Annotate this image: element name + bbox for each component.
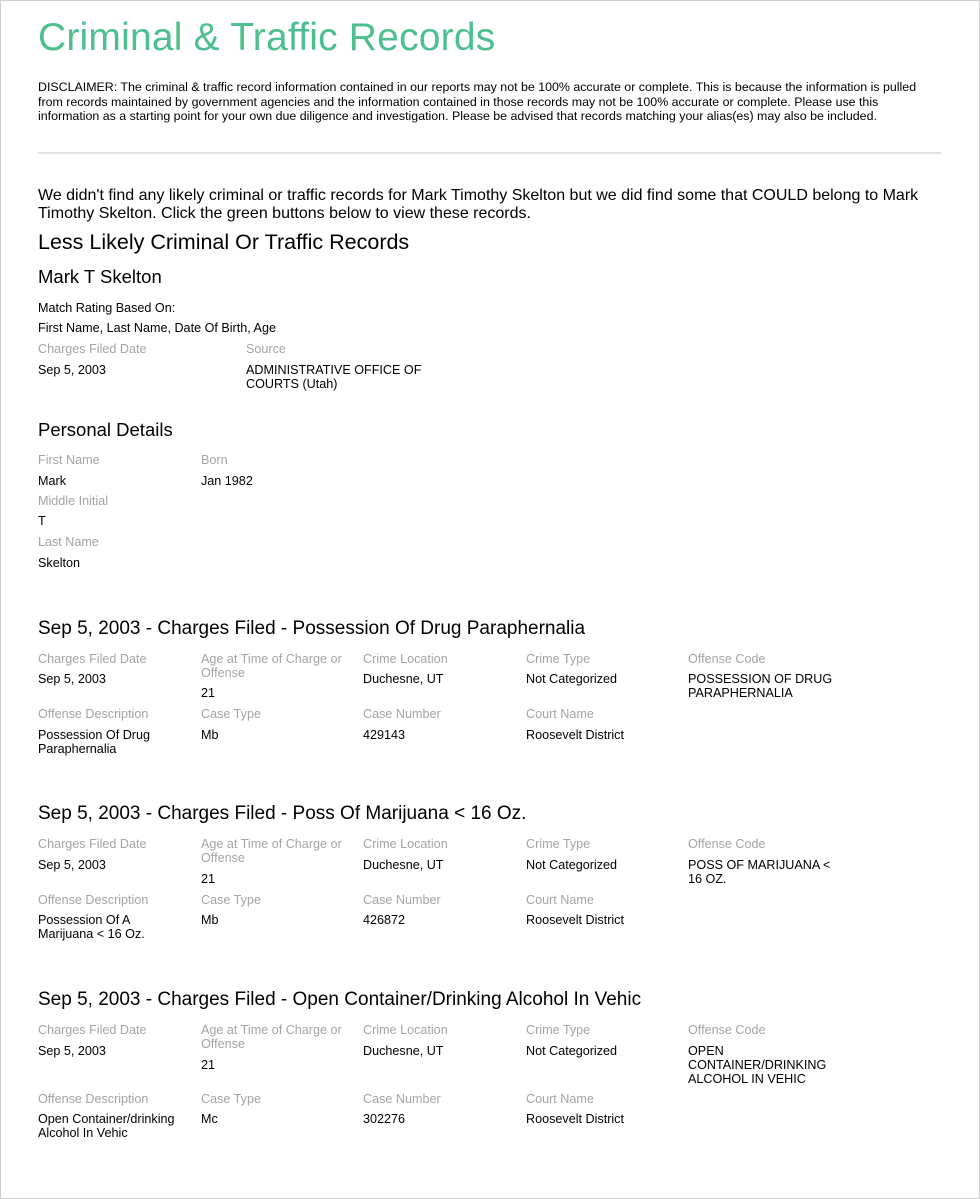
- age-value: 21: [201, 872, 216, 886]
- born-value: Jan 1982: [201, 474, 253, 488]
- age-value: 21: [201, 1058, 216, 1072]
- crime-type-value: Not Categorized: [526, 672, 618, 686]
- court-name-value: Roosevelt District: [526, 913, 624, 927]
- first-name-value: Mark: [38, 474, 66, 488]
- charges-filed-label: Charges Filed Date: [38, 1023, 147, 1037]
- disclaimer-text: DISCLAIMER: The criminal & traffic record information contained in our reports may not be 100% accurate or complete. This is because the information is pulled from records maintained by government agencies and the information contained in those records may not be 100% accurate or complete. Please use this information as a starting point for your own due diligence and investigation. Please be advised that records matching your alias(es) may also be included.: [38, 80, 917, 124]
- offense-code-value: POSS OF MARIJUANA < 16 OZ.: [688, 858, 831, 886]
- match-source-label: Source: [246, 342, 286, 356]
- case-number-value: 429143: [363, 728, 406, 742]
- case-type-label: Case Type: [201, 707, 261, 721]
- case-number-value: 302276: [363, 1112, 406, 1126]
- offense-description-label: Offense Description: [38, 707, 149, 721]
- crime-type-value: Not Categorized: [526, 858, 618, 872]
- intro-text: We didn't find any likely criminal or traffic records for Mark Timothy Skelton but we did find some that COULD belong to Mark Timothy Skelton. Click the green buttons below to view these records.: [38, 187, 919, 222]
- offense-code-value: POSSESSION OF DRUG PARAPHERNALIA: [688, 672, 833, 700]
- offense-description-value: Possession Of A Marijuana < 16 Oz.: [38, 913, 145, 941]
- offense-code-label: Offense Code: [688, 652, 766, 666]
- court-name-value: Roosevelt District: [526, 1112, 624, 1126]
- offense-description-label: Offense Description: [38, 1092, 149, 1106]
- crime-type-label: Crime Type: [526, 1023, 591, 1037]
- crime-location-label: Crime Location: [363, 1023, 448, 1037]
- last-name-value: Skelton: [38, 556, 81, 570]
- personal-details-heading: Personal Details: [38, 419, 173, 440]
- case-number-label: Case Number: [363, 707, 441, 721]
- case-type-value: Mc: [201, 1112, 218, 1126]
- case-type-value: Mb: [201, 913, 219, 927]
- offense-description-value: Possession Of Drug Paraphernalia: [38, 728, 150, 756]
- court-name-label: Court Name: [526, 893, 594, 907]
- crime-location-label: Crime Location: [363, 837, 448, 851]
- age-label: Age at Time of Charge or Offense: [201, 837, 342, 865]
- match-charges-filed-label: Charges Filed Date: [38, 342, 147, 356]
- match-rating-label: Match Rating Based On:: [38, 301, 176, 315]
- page-title: Criminal & Traffic Records: [38, 16, 496, 59]
- case-number-value: 426872: [363, 913, 406, 927]
- match-charges-filed-value: Sep 5, 2003: [38, 363, 106, 377]
- crime-location-value: Duchesne, UT: [363, 672, 444, 686]
- charges-filed-value: Sep 5, 2003: [38, 858, 106, 872]
- crime-location-label: Crime Location: [363, 652, 448, 666]
- offense-code-label: Offense Code: [688, 1023, 766, 1037]
- offense-description-value: Open Container/drinking Alcohol In Vehic: [38, 1112, 175, 1140]
- first-name-label: First Name: [38, 453, 100, 467]
- offense-code-value: OPEN CONTAINER/DRINKING ALCOHOL IN VEHIC: [688, 1044, 827, 1086]
- age-label: Age at Time of Charge or Offense: [201, 1023, 342, 1051]
- court-name-label: Court Name: [526, 1092, 594, 1106]
- crime-location-value: Duchesne, UT: [363, 1044, 444, 1058]
- case-number-label: Case Number: [363, 893, 441, 907]
- crime-type-value: Not Categorized: [526, 1044, 618, 1058]
- crime-type-label: Crime Type: [526, 837, 591, 851]
- last-name-label: Last Name: [38, 535, 99, 549]
- age-value: 21: [201, 686, 216, 700]
- middle-initial-label: Middle Initial: [38, 494, 108, 508]
- case-type-value: Mb: [201, 728, 219, 742]
- case-type-label: Case Type: [201, 893, 261, 907]
- divider: [38, 152, 941, 154]
- record-title: Sep 5, 2003 - Charges Filed - Possession Of Drug Paraphernalia: [38, 618, 586, 639]
- charges-filed-label: Charges Filed Date: [38, 652, 147, 666]
- section-heading: Less Likely Criminal Or Traffic Records: [38, 230, 410, 254]
- match-name: Mark T Skelton: [38, 266, 162, 287]
- born-label: Born: [201, 453, 228, 467]
- case-type-label: Case Type: [201, 1092, 261, 1106]
- age-label: Age at Time of Charge or Offense: [201, 652, 342, 680]
- charges-filed-value: Sep 5, 2003: [38, 1044, 106, 1058]
- case-number-label: Case Number: [363, 1092, 441, 1106]
- record-title: Sep 5, 2003 - Charges Filed - Open Container/Drinking Alcohol In Vehic: [38, 989, 642, 1010]
- court-name-label: Court Name: [526, 707, 594, 721]
- charges-filed-value: Sep 5, 2003: [38, 672, 106, 686]
- record-title: Sep 5, 2003 - Charges Filed - Poss Of Marijuana < 16 Oz.: [38, 803, 527, 824]
- middle-initial-value: T: [38, 514, 46, 528]
- offense-description-label: Offense Description: [38, 893, 149, 907]
- crime-location-value: Duchesne, UT: [363, 858, 444, 872]
- charges-filed-label: Charges Filed Date: [38, 837, 147, 851]
- offense-code-label: Offense Code: [688, 837, 766, 851]
- court-name-value: Roosevelt District: [526, 728, 624, 742]
- match-rating-fields: First Name, Last Name, Date Of Birth, Age: [38, 321, 276, 335]
- match-source-value: ADMINISTRATIVE OFFICE OF COURTS (Utah): [246, 363, 422, 391]
- crime-type-label: Crime Type: [526, 652, 591, 666]
